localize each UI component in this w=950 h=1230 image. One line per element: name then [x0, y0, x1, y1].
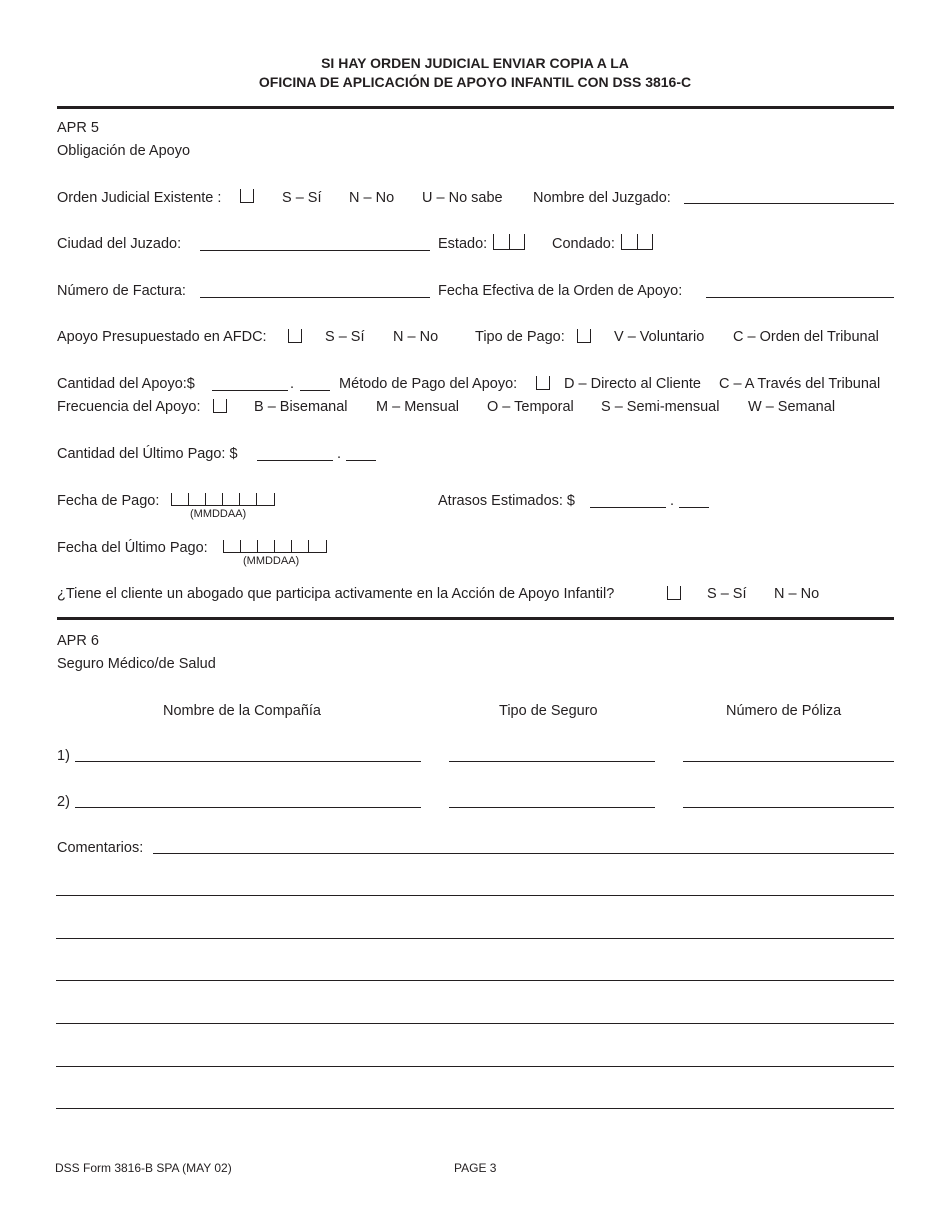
last-amount-cents-field[interactable]: [346, 460, 376, 461]
freq-label: Frecuencia del Apoyo:: [57, 399, 201, 415]
insurance-row-2-type-field[interactable]: [449, 807, 655, 808]
comments-line-2[interactable]: [56, 895, 894, 896]
comments-line-6[interactable]: [56, 1066, 894, 1067]
county-label: Condado:: [552, 236, 615, 252]
court-name-label: Nombre del Juzgado:: [533, 190, 671, 206]
pay-type-label: Tipo de Pago:: [475, 329, 565, 345]
amount-label: Cantidad del Apoyo:$: [57, 376, 195, 392]
afdc-opt-s: S – Sí: [325, 329, 365, 345]
comments-line-7[interactable]: [56, 1108, 894, 1109]
insurance-row-2-number: 2): [57, 794, 70, 810]
insurance-row-1-number: 1): [57, 748, 70, 764]
court-order-opt-n: N – No: [349, 190, 395, 206]
freq-checkbox[interactable]: [213, 399, 227, 413]
afdc-opt-n: N – No: [393, 329, 439, 345]
court-name-field[interactable]: [684, 203, 894, 204]
freq-opt-w: W – Semanal: [748, 399, 836, 415]
last-date-format: (MMDDAA): [243, 555, 300, 567]
insurance-row-2-policy-field[interactable]: [683, 807, 894, 808]
amount-cents-field[interactable]: [300, 390, 330, 391]
comments-line-3[interactable]: [56, 938, 894, 939]
apr6-code: APR 6: [57, 633, 99, 649]
pay-date-field[interactable]: [171, 492, 275, 506]
freq-opt-m: M – Mensual: [376, 399, 460, 415]
arrears-decimal-point: .: [670, 493, 675, 509]
section-divider: [57, 106, 894, 109]
afdc-checkbox[interactable]: [288, 329, 302, 343]
last-amount-decimal-point: .: [337, 446, 342, 462]
lawyer-question: ¿Tiene el cliente un abogado que participa activamente en la Acción de Apoyo Infantil?: [57, 586, 615, 602]
pay-type-checkbox[interactable]: [577, 329, 591, 343]
header-line-2: OFICINA DE APLICACIÓN DE APOYO INFANTIL CON DSS 3816-C: [258, 74, 692, 90]
effective-date-field[interactable]: [706, 297, 894, 298]
insurance-row-1-company-field[interactable]: [75, 761, 421, 762]
court-order-opt-u: U – No sabe: [422, 190, 503, 206]
apr5-title: Obligación de Apoyo: [57, 143, 191, 159]
col-company-header: Nombre de la Compañía: [163, 703, 321, 719]
freq-opt-o: O – Temporal: [487, 399, 574, 415]
court-order-opt-s: S – Sí: [282, 190, 322, 206]
court-order-checkbox[interactable]: [240, 189, 254, 203]
section-divider: [57, 617, 894, 620]
afdc-label: Apoyo Presupuestado en AFDC:: [57, 329, 267, 345]
state-label: Estado:: [438, 236, 488, 252]
last-amount-dollars-field[interactable]: [257, 460, 333, 461]
footer-page-number: PAGE 3: [454, 1161, 497, 1175]
invoice-label: Número de Factura:: [57, 283, 186, 299]
col-policy-header: Número de Póliza: [726, 703, 842, 719]
freq-opt-b: B – Bisemanal: [254, 399, 348, 415]
arrears-cents-field[interactable]: [679, 507, 709, 508]
comments-label: Comentarios:: [57, 840, 144, 856]
last-date-field[interactable]: [223, 539, 327, 553]
county-field[interactable]: [621, 234, 653, 250]
comments-line-1[interactable]: [153, 853, 894, 854]
pay-type-opt-c: C – Orden del Tribunal: [733, 329, 879, 345]
lawyer-checkbox[interactable]: [667, 586, 681, 600]
comments-line-4[interactable]: [56, 980, 894, 981]
comments-line-5[interactable]: [56, 1023, 894, 1024]
insurance-row-1-type-field[interactable]: [449, 761, 655, 762]
footer-form-id: DSS Form 3816-B SPA (MAY 02): [55, 1161, 232, 1175]
method-checkbox[interactable]: [536, 376, 550, 390]
last-date-label: Fecha del Último Pago:: [57, 540, 208, 556]
pay-date-format: (MMDDAA): [190, 508, 247, 520]
invoice-field[interactable]: [200, 297, 430, 298]
amount-decimal-point: .: [290, 376, 295, 392]
apr6-title: Seguro Médico/de Salud: [57, 656, 216, 672]
method-opt-d: D – Directo al Cliente: [564, 376, 701, 392]
arrears-label: Atrasos Estimados: $: [438, 493, 575, 509]
apr5-code: APR 5: [57, 120, 99, 136]
method-label: Método de Pago del Apoyo:: [339, 376, 518, 392]
insurance-row-1-policy-field[interactable]: [683, 761, 894, 762]
state-field[interactable]: [493, 234, 525, 250]
insurance-row-2-company-field[interactable]: [75, 807, 421, 808]
court-city-field[interactable]: [200, 250, 430, 251]
freq-opt-s: S – Semi-mensual: [601, 399, 720, 415]
arrears-dollars-field[interactable]: [590, 507, 666, 508]
pay-date-label: Fecha de Pago:: [57, 493, 160, 509]
last-amount-label: Cantidad del Último Pago: $: [57, 446, 238, 462]
header-line-1: SI HAY ORDEN JUDICIAL ENVIAR COPIA A LA: [321, 55, 629, 71]
amount-dollars-field[interactable]: [212, 390, 288, 391]
lawyer-opt-s: S – Sí: [707, 586, 747, 602]
col-type-header: Tipo de Seguro: [499, 703, 598, 719]
effective-date-label: Fecha Efectiva de la Orden de Apoyo:: [438, 283, 683, 299]
method-opt-c: C – A Través del Tribunal: [719, 376, 881, 392]
pay-type-opt-v: V – Voluntario: [614, 329, 705, 345]
lawyer-opt-n: N – No: [774, 586, 820, 602]
court-order-label: Orden Judicial Existente :: [57, 190, 222, 206]
court-city-label: Ciudad del Juzado:: [57, 236, 182, 252]
